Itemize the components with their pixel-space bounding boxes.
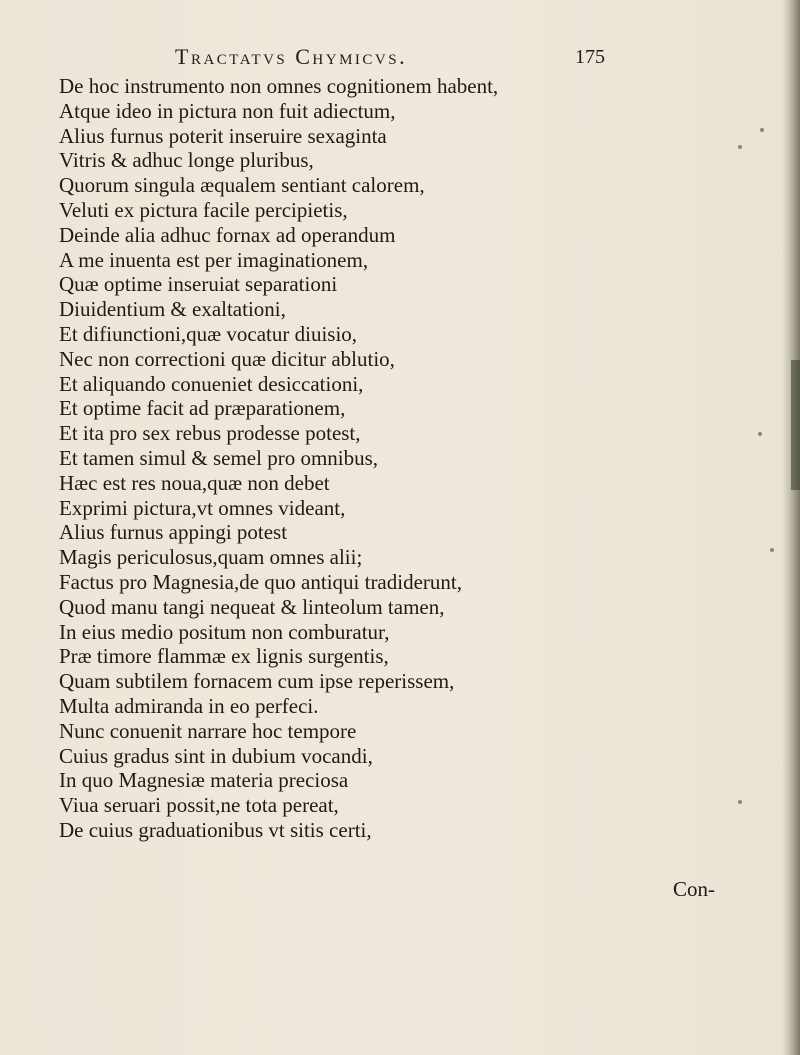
page-edge — [782, 0, 800, 1055]
text-line: Quod manu tangi nequeat & linteolum tamen, — [59, 594, 445, 619]
text-line: Nunc conuenit narrare hoc tempore — [59, 718, 357, 743]
paper-blemish — [758, 432, 762, 436]
text-line: A me inuenta est per imaginationem, — [59, 247, 369, 272]
page-number: 175 — [575, 46, 605, 68]
text-line: In quo Magnesiæ materia preciosa — [59, 768, 349, 793]
text-line: Alius furnus appingi potest — [59, 520, 288, 545]
text-line: Hæc est res noua,quæ non debet — [59, 470, 330, 495]
text-line: Et optime facit ad præparationem, — [59, 396, 346, 421]
text-line: Factus pro Magnesia,de quo antiqui tradiderunt, — [59, 569, 462, 594]
paper-blemish — [770, 548, 774, 552]
text-line: Nec non correctioni quæ dicitur ablutio, — [59, 346, 395, 371]
text-line: Quam subtilem fornacem cum ipse reperissem, — [59, 669, 455, 694]
text-line: Et ita pro sex rebus prodesse potest, — [59, 421, 361, 446]
text-line: Cuius gradus sint in dubium vocandi, — [59, 743, 373, 768]
text-line: De cuius graduationibus vt sitis certi, — [59, 817, 372, 842]
catchword: Con- — [673, 877, 715, 901]
text-line: Atque ideo in pictura non fuit adiectum, — [59, 98, 396, 123]
paper-blemish — [738, 800, 742, 804]
running-head: Tractatvs Chymicvs. — [175, 44, 408, 69]
paper-blemish — [760, 128, 764, 132]
text-line: Viua seruari possit,ne tota pereat, — [59, 793, 339, 818]
text-line: In eius medio positum non comburatur, — [59, 619, 390, 644]
text-line: Et tamen simul & semel pro omnibus, — [59, 445, 379, 470]
text-line: Quæ optime inseruiat separationi — [59, 272, 338, 297]
text-line: Diuidentium & exaltationi, — [59, 297, 286, 322]
text-line: Veluti ex pictura facile percipietis, — [59, 197, 348, 222]
text-line: Et aliquando conueniet desiccationi, — [59, 371, 364, 396]
paper-blemish — [738, 145, 742, 149]
text-line: Exprimi pictura,vt omnes videant, — [59, 495, 346, 520]
text-line: Alius furnus poterit inseruire sexaginta — [59, 123, 387, 148]
text-line: Et difiunctioni,quæ vocatur diuisio, — [59, 321, 358, 346]
text-line: Multa admiranda in eo perfeci. — [59, 693, 319, 718]
text-line: De hoc instrumento non omnes cognitionem habent, — [59, 74, 499, 98]
page-edge-shadow — [791, 360, 800, 490]
text-line: Vitris & adhuc longe pluribus, — [59, 148, 314, 173]
text-line: Deinde alia adhuc fornax ad operandum — [59, 222, 396, 247]
text-line: Præ timore flammæ ex lignis surgentis, — [59, 644, 389, 669]
text-line: Quorum singula æqualem sentiant calorem, — [59, 173, 425, 198]
page-header — [175, 44, 605, 78]
verse-text — [59, 74, 619, 843]
text-line: Magis periculosus,quam omnes alii; — [59, 545, 363, 570]
